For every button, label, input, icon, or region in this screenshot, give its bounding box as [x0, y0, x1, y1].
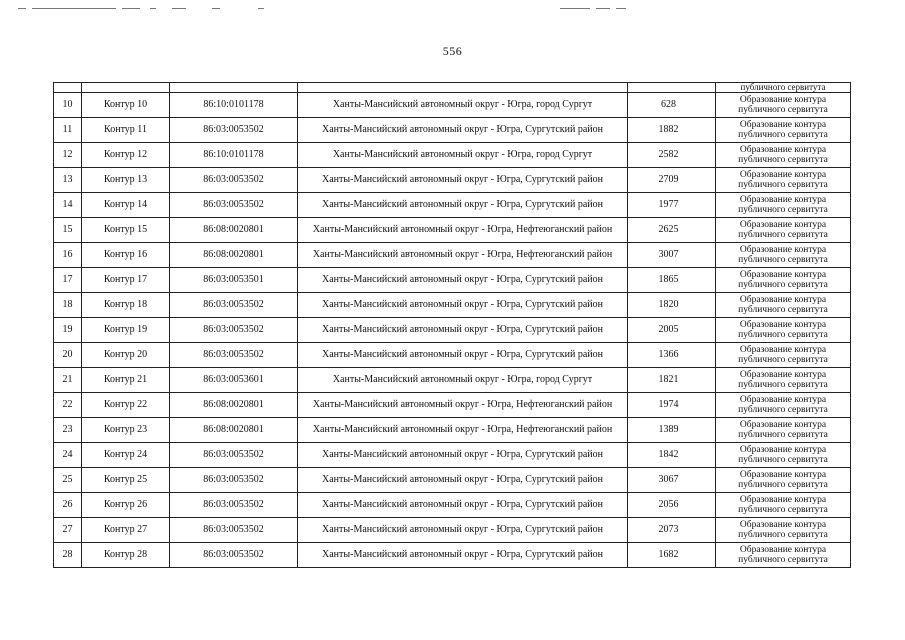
cell-note: Образование контура публичного сервитута: [716, 418, 851, 443]
cell-cadastral: 86:03:0053502: [170, 468, 298, 493]
cell-value: 1821: [628, 368, 716, 393]
cell-number: 23: [54, 418, 82, 443]
cell-address: [298, 83, 628, 93]
cell-contour: Контур 27: [82, 518, 170, 543]
table-row: [54, 343, 851, 368]
cell-cadastral: 86:03:0053502: [170, 343, 298, 368]
table-row-continuation: [54, 83, 851, 93]
cell-note: Образование контура публичного сервитута: [716, 518, 851, 543]
cell-cadastral: 86:03:0053502: [170, 118, 298, 143]
table-row: [54, 518, 851, 543]
cell-contour: Контур 17: [82, 268, 170, 293]
cell-number: 16: [54, 243, 82, 268]
cell-contour: Контур 26: [82, 493, 170, 518]
cell-number: 27: [54, 518, 82, 543]
cell-note: Образование контура публичного сервитута: [716, 393, 851, 418]
cell-value: 2073: [628, 518, 716, 543]
cell-address: Ханты-Мансийский автономный округ - Югра, Сургутский район: [298, 343, 628, 368]
table-row: [54, 368, 851, 393]
cell-contour: Контур 11: [82, 118, 170, 143]
cell-note: Образование контура публичного сервитута: [716, 218, 851, 243]
cell-value: 1977: [628, 193, 716, 218]
cell-value: 2709: [628, 168, 716, 193]
cell-cadastral: 86:03:0053502: [170, 443, 298, 468]
cell-contour: Контур 19: [82, 318, 170, 343]
table-row: [54, 93, 851, 118]
cell-note: Образование контура публичного сервитута: [716, 93, 851, 118]
cell-cadastral: 86:08:0020801: [170, 243, 298, 268]
cell-cadastral: 86:03:0053502: [170, 293, 298, 318]
cell-note: Образование контура публичного сервитута: [716, 543, 851, 568]
table-row: [54, 543, 851, 568]
cell-value: 1974: [628, 393, 716, 418]
cell-number: 24: [54, 443, 82, 468]
cell-cadastral: 86:10:0101178: [170, 143, 298, 168]
cell-contour: Контур 22: [82, 393, 170, 418]
cell-address: Ханты-Мансийский автономный округ - Югра, Сургутский район: [298, 293, 628, 318]
cell-number: 14: [54, 193, 82, 218]
cell-address: Ханты-Мансийский автономный округ - Югра, Сургутский район: [298, 443, 628, 468]
table-body: [54, 83, 851, 568]
cell-number: 11: [54, 118, 82, 143]
cell-cadastral: 86:03:0053502: [170, 318, 298, 343]
cell-note: Образование контура публичного сервитута: [716, 243, 851, 268]
table-row: [54, 143, 851, 168]
table-row: [54, 218, 851, 243]
cell-contour: Контур 14: [82, 193, 170, 218]
cell-value: 2582: [628, 143, 716, 168]
table-row: [54, 443, 851, 468]
cell-note: Образование контура публичного сервитута: [716, 493, 851, 518]
cell-contour: Контур 12: [82, 143, 170, 168]
cell-address: Ханты-Мансийский автономный округ - Югра, Сургутский район: [298, 543, 628, 568]
cell-number: 22: [54, 393, 82, 418]
cell-value: 1366: [628, 343, 716, 368]
cell-cadastral: 86:08:0020801: [170, 218, 298, 243]
table-row: [54, 493, 851, 518]
cell-cadastral: 86:03:0053601: [170, 368, 298, 393]
page-number: 556: [442, 44, 463, 58]
cell-address: Ханты-Мансийский автономный округ - Югра, Сургутский район: [298, 193, 628, 218]
cell-number: 12: [54, 143, 82, 168]
cell-value: 3067: [628, 468, 716, 493]
table-row: [54, 418, 851, 443]
cell-address: Ханты-Мансийский автономный округ - Югра, Нефтеюганский район: [298, 243, 628, 268]
table-row: [54, 318, 851, 343]
cell-note: Образование контура публичного сервитута: [716, 268, 851, 293]
cell-value: 2625: [628, 218, 716, 243]
cell-cadastral: 86:03:0053502: [170, 193, 298, 218]
cell-cadastral: 86:10:0101178: [170, 93, 298, 118]
cell-address: Ханты-Мансийский автономный округ - Югра, Сургутский район: [298, 518, 628, 543]
cell-address: Ханты-Мансийский автономный округ - Югра, Сургутский район: [298, 468, 628, 493]
table-row: [54, 393, 851, 418]
table-row: [54, 118, 851, 143]
cell-note: Образование контура публичного сервитута: [716, 343, 851, 368]
cell-value: 628: [628, 93, 716, 118]
cell-contour: Контур 25: [82, 468, 170, 493]
cell-cadastral: 86:03:0053502: [170, 493, 298, 518]
cell-value: 1882: [628, 118, 716, 143]
cell-number: 25: [54, 468, 82, 493]
cell-address: Ханты-Мансийский автономный округ - Югра, Сургутский район: [298, 318, 628, 343]
cell-contour: Контур 24: [82, 443, 170, 468]
cell-number: 28: [54, 543, 82, 568]
cell-address: Ханты-Мансийский автономный округ - Югра, Сургутский район: [298, 268, 628, 293]
cell-contour: [82, 83, 170, 93]
cell-value: 1820: [628, 293, 716, 318]
cell-contour: Контур 21: [82, 368, 170, 393]
cell-address: Ханты-Мансийский автономный округ - Югра, город Сургут: [298, 93, 628, 118]
cell-number: 17: [54, 268, 82, 293]
cell-note: Образование контура публичного сервитута: [716, 368, 851, 393]
cell-note: Образование контура публичного сервитута: [716, 293, 851, 318]
cell-address: Ханты-Мансийский автономный округ - Югра, Нефтеюганский район: [298, 218, 628, 243]
table-row: [54, 243, 851, 268]
cell-note: публичного сервитута: [716, 83, 851, 93]
cell-contour: Контур 23: [82, 418, 170, 443]
cell-note: Образование контура публичного сервитута: [716, 318, 851, 343]
cell-cadastral: 86:08:0020801: [170, 418, 298, 443]
table-row: [54, 168, 851, 193]
cell-number: 21: [54, 368, 82, 393]
cell-value: [628, 83, 716, 93]
cell-value: 3007: [628, 243, 716, 268]
cell-address: Ханты-Мансийский автономный округ - Югра, Сургутский район: [298, 493, 628, 518]
scan-artifacts: [0, 6, 905, 12]
cell-note: Образование контура публичного сервитута: [716, 143, 851, 168]
cell-number: 26: [54, 493, 82, 518]
cell-contour: Контур 13: [82, 168, 170, 193]
cell-cadastral: 86:03:0053502: [170, 168, 298, 193]
table-row: [54, 293, 851, 318]
table-row: [54, 268, 851, 293]
cell-contour: Контур 18: [82, 293, 170, 318]
cell-note: Образование контура публичного сервитута: [716, 168, 851, 193]
cell-contour: Контур 15: [82, 218, 170, 243]
cell-value: 1842: [628, 443, 716, 468]
cell-contour: Контур 10: [82, 93, 170, 118]
cell-cadastral: 86:03:0053501: [170, 268, 298, 293]
cell-address: Ханты-Мансийский автономный округ - Югра, Нефтеюганский район: [298, 393, 628, 418]
cell-number: 18: [54, 293, 82, 318]
cell-contour: Контур 28: [82, 543, 170, 568]
cell-value: 2056: [628, 493, 716, 518]
table-row: [54, 193, 851, 218]
servitude-contours-table: [53, 82, 851, 568]
cell-value: 1682: [628, 543, 716, 568]
cell-number: 15: [54, 218, 82, 243]
cell-address: Ханты-Мансийский автономный округ - Югра, Сургутский район: [298, 168, 628, 193]
cell-cadastral: 86:08:0020801: [170, 393, 298, 418]
cell-contour: Контур 20: [82, 343, 170, 368]
cell-number: 20: [54, 343, 82, 368]
cell-value: 1865: [628, 268, 716, 293]
cell-address: Ханты-Мансийский автономный округ - Югра, город Сургут: [298, 368, 628, 393]
cell-address: Ханты-Мансийский автономный округ - Югра, город Сургут: [298, 143, 628, 168]
cell-address: Ханты-Мансийский автономный округ - Югра, Сургутский район: [298, 118, 628, 143]
cell-number: 13: [54, 168, 82, 193]
cell-note: Образование контура публичного сервитута: [716, 193, 851, 218]
cell-value: 1389: [628, 418, 716, 443]
cell-address: Ханты-Мансийский автономный округ - Югра, Нефтеюганский район: [298, 418, 628, 443]
table-row: [54, 468, 851, 493]
cell-number: 19: [54, 318, 82, 343]
cell-note: Образование контура публичного сервитута: [716, 468, 851, 493]
cell-cadastral: 86:03:0053502: [170, 518, 298, 543]
cell-contour: Контур 16: [82, 243, 170, 268]
cell-number: [54, 83, 82, 93]
cell-note: Образование контура публичного сервитута: [716, 118, 851, 143]
cell-cadastral: 86:03:0053502: [170, 543, 298, 568]
cell-note: Образование контура публичного сервитута: [716, 443, 851, 468]
cell-value: 2005: [628, 318, 716, 343]
cell-number: 10: [54, 93, 82, 118]
cell-cadastral: [170, 83, 298, 93]
